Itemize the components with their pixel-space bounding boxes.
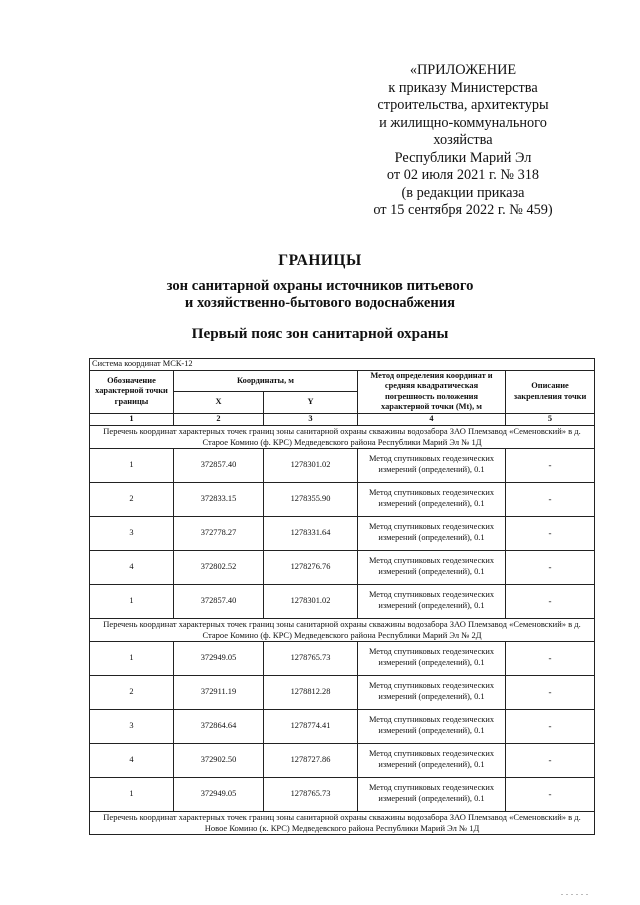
appendix-header	[352, 62, 574, 220]
description-cell: -	[506, 482, 595, 516]
y-cell: 1278301.02	[264, 584, 358, 618]
table-row	[90, 709, 595, 743]
point-cell: 2	[90, 675, 174, 709]
point-cell: 3	[90, 516, 174, 550]
method-cell: Метод спутниковых геодезических измерений (определений), 0.1	[358, 641, 506, 675]
description-cell: -	[506, 709, 595, 743]
appendix-line: (в редакции приказа	[401, 184, 525, 201]
group-row	[90, 811, 595, 834]
coordinates-table	[89, 358, 595, 835]
method-cell: Метод спутниковых геодезических измерений (определений), 0.1	[358, 709, 506, 743]
table-row	[90, 448, 595, 482]
column-number: 2	[174, 413, 264, 425]
appendix-line: и жилищно-коммунального	[379, 114, 547, 131]
y-cell: 1278774.41	[264, 709, 358, 743]
x-cell: 372949.05	[174, 641, 264, 675]
document-subtitle	[0, 278, 640, 312]
header-y: Y	[264, 392, 358, 414]
coordinate-system: Система координат МСК-12	[90, 359, 595, 371]
y-cell: 1278276.76	[264, 550, 358, 584]
description-cell: -	[506, 448, 595, 482]
method-cell: Метод спутниковых геодезических измерений (определений), 0.1	[358, 743, 506, 777]
description-cell: -	[506, 584, 595, 618]
table-row	[90, 777, 595, 811]
method-cell: Метод спутниковых геодезических измерений (определений), 0.1	[358, 482, 506, 516]
y-cell: 1278301.02	[264, 448, 358, 482]
appendix-line: строительства, архитектуры	[377, 97, 549, 113]
column-number: 5	[506, 413, 595, 425]
y-cell: 1278765.73	[264, 641, 358, 675]
group-row	[90, 618, 595, 641]
x-cell: 372857.40	[174, 584, 264, 618]
y-cell: 1278331.64	[264, 516, 358, 550]
table-row	[90, 550, 595, 584]
point-cell: 1	[90, 641, 174, 675]
table-row	[90, 641, 595, 675]
header-coordinates: Координаты, м	[174, 370, 358, 392]
point-cell: 1	[90, 584, 174, 618]
header-point: Обозначение характерной точки границы	[90, 370, 174, 413]
method-cell: Метод спутниковых геодезических измерений (определений), 0.1	[358, 516, 506, 550]
x-cell: 372949.05	[174, 777, 264, 811]
group-title: Перечень координат характерных точек границ зоны санитарной охраны скважины водозабора ЗАО Племзавод «Семеновский» в д. Старое Комино (ф. КРС) Медведевского района Республики Марий Эл № 1Д	[90, 425, 595, 448]
group-title: Перечень координат характерных точек границ зоны санитарной охраны скважины водозабора ЗАО Племзавод «Семеновский» в д. Старое Комино (ф. КРС) Медведевского района Республики Марий Эл № 2Д	[90, 618, 595, 641]
x-cell: 372802.52	[174, 550, 264, 584]
description-cell: -	[506, 550, 595, 584]
x-cell: 372833.15	[174, 482, 264, 516]
method-cell: Метод спутниковых геодезических измерений (определений), 0.1	[358, 675, 506, 709]
point-cell: 4	[90, 550, 174, 584]
point-cell: 1	[90, 448, 174, 482]
description-cell: -	[506, 743, 595, 777]
subtitle-line: зон санитарной охраны источников питьевого	[166, 278, 474, 294]
scan-speck	[561, 893, 591, 896]
point-cell: 4	[90, 743, 174, 777]
x-cell: 372857.40	[174, 448, 264, 482]
group-row	[90, 425, 595, 448]
subtitle-line: и хозяйственно-бытового водоснабжения	[184, 295, 456, 311]
appendix-line: «ПРИЛОЖЕНИЕ	[409, 62, 517, 78]
x-cell: 372902.50	[174, 743, 264, 777]
x-cell: 372778.27	[174, 516, 264, 550]
description-cell: -	[506, 516, 595, 550]
table-row	[90, 482, 595, 516]
table-row	[90, 516, 595, 550]
method-cell: Метод спутниковых геодезических измерений (определений), 0.1	[358, 448, 506, 482]
appendix-line: от 15 сентября 2022 г. № 459)	[373, 202, 553, 218]
point-cell: 1	[90, 777, 174, 811]
y-cell: 1278355.90	[264, 482, 358, 516]
method-cell: Метод спутниковых геодезических измерений (определений), 0.1	[358, 777, 506, 811]
document-title: ГРАНИЦЫ	[278, 252, 362, 269]
point-cell: 2	[90, 482, 174, 516]
description-cell: -	[506, 777, 595, 811]
x-cell: 372911.19	[174, 675, 264, 709]
header-x: X	[174, 392, 264, 414]
table-row	[90, 743, 595, 777]
appendix-line: Республики Марий Эл	[394, 149, 532, 166]
method-cell: Метод спутниковых геодезических измерений (определений), 0.1	[358, 584, 506, 618]
x-cell: 372864.64	[174, 709, 264, 743]
column-number: 1	[90, 413, 174, 425]
table-row	[90, 675, 595, 709]
belt-title: Первый пояс зон санитарной охраны	[191, 325, 449, 342]
appendix-line: к приказу Министерства	[388, 79, 538, 96]
table-row	[90, 584, 595, 618]
appendix-line: хозяйства	[433, 132, 493, 148]
appendix-line: от 02 июля 2021 г. № 318	[386, 167, 540, 183]
point-cell: 3	[90, 709, 174, 743]
description-cell: -	[506, 641, 595, 675]
method-cell: Метод спутниковых геодезических измерений (определений), 0.1	[358, 550, 506, 584]
column-number: 3	[264, 413, 358, 425]
header-description: Описание закрепления точки	[506, 370, 595, 413]
y-cell: 1278727.86	[264, 743, 358, 777]
column-number: 4	[358, 413, 506, 425]
header-method: Метод определения координат и средняя квадратическая погрешность положения характерной точки (Mt), м	[358, 370, 506, 413]
description-cell: -	[506, 675, 595, 709]
y-cell: 1278765.73	[264, 777, 358, 811]
group-title: Перечень координат характерных точек границ зоны санитарной охраны скважины водозабора ЗАО Племзавод «Семеновский» в д. Новое Комино (к. КРС) Медведевского района Республики Марий Эл № 1Д	[90, 811, 595, 834]
y-cell: 1278812.28	[264, 675, 358, 709]
